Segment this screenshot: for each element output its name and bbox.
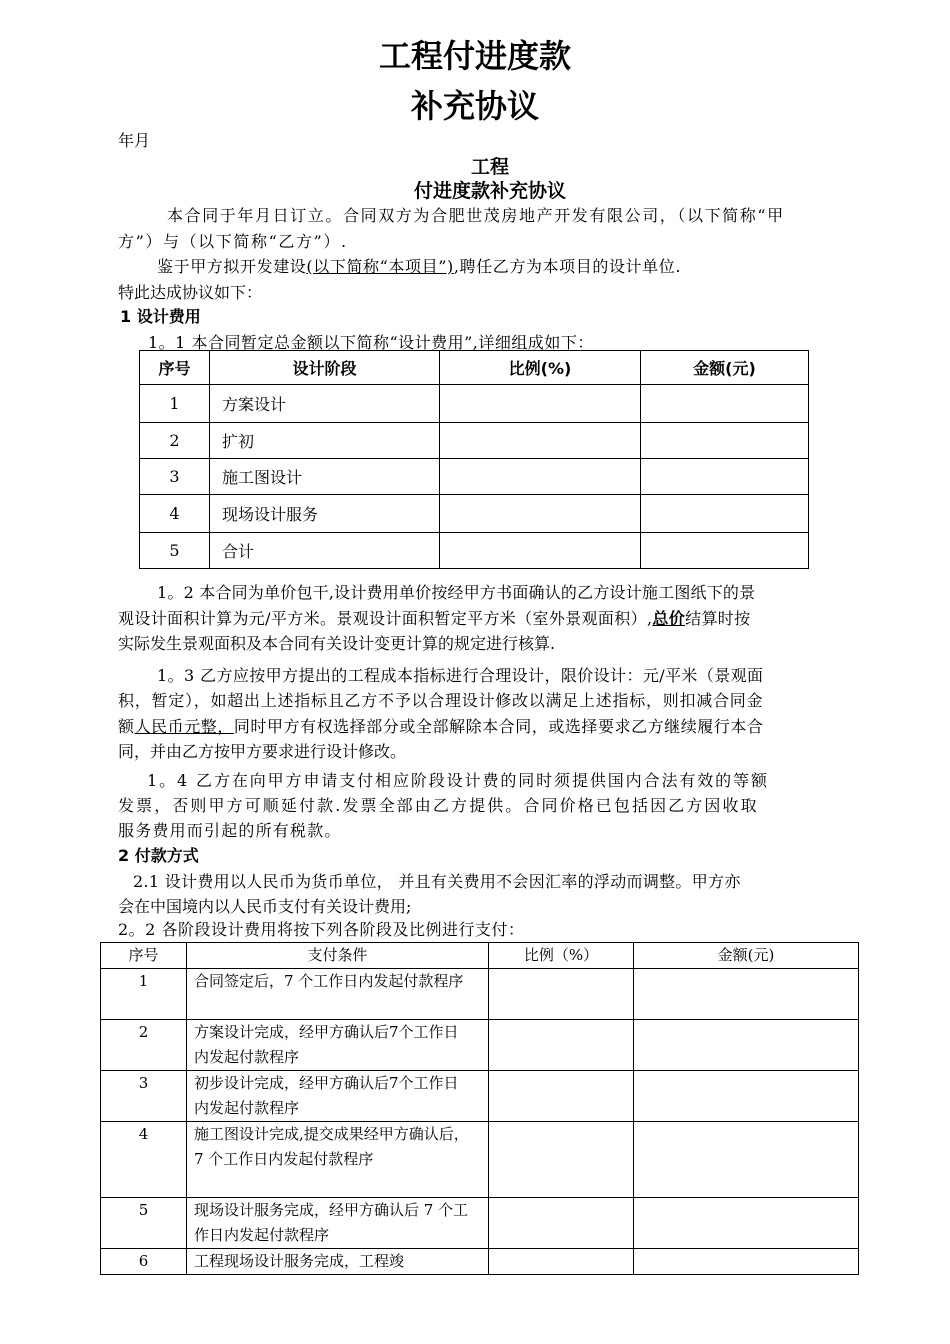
row-no: 5 — [101, 1198, 187, 1249]
payment-schedule-table — [100, 942, 859, 1275]
row-condition-text: 方案设计完成，经甲方确认后7个工作日内发起付款程序 — [194, 1023, 459, 1066]
clause-1-3-line3 — [118, 717, 763, 737]
row-condition-text: 初步设计完成，经甲方确认后7个工作日内发起付款程序 — [194, 1074, 459, 1117]
row-stage: 方案设计 — [210, 385, 440, 423]
row-amount-cell[interactable] — [641, 495, 809, 533]
intro-line2: 方”）与（以下简称“乙方”）. — [118, 232, 348, 251]
subtitle-line2: 付进度款补充协议 — [413, 180, 566, 202]
row-ratio-cell[interactable] — [489, 1020, 634, 1071]
row-no: 2 — [140, 423, 210, 459]
clause-1-2-text-rest: 结算时按 — [685, 609, 751, 628]
total-price-term: 总价 — [652, 609, 686, 628]
clause-1-4-line3: 服务费用而引起的所有税款。 — [118, 821, 342, 840]
row-ratio-cell[interactable] — [440, 385, 641, 423]
clause-1-3-text-rest: 同时甲方有权选择部分或全部解除本合同，或选择要求乙方继续履行本合 — [233, 717, 764, 736]
table-row — [101, 1071, 859, 1122]
col-header-no: 序号 — [101, 943, 187, 969]
row-stage: 合计 — [210, 533, 440, 569]
row-stage: 施工图设计 — [210, 459, 440, 495]
clause-1-4-line2: 发票，否则甲方可顺延付款.发票全部由乙方提供。合同价格已包括因乙方因收取 — [118, 796, 759, 815]
clause-1-3-line4: 同，并由乙方按甲方要求进行设计修改。 — [118, 742, 407, 761]
row-ratio-cell[interactable] — [489, 1198, 634, 1249]
row-ratio-cell[interactable] — [440, 495, 641, 533]
date-line: 年月 — [118, 131, 151, 150]
table-row — [140, 459, 809, 495]
intro-line1: 本合同于年月日订立。合同双方为合肥世茂房地产开发有限公司，（以下简称“甲 — [167, 206, 785, 225]
row-amount-cell[interactable] — [641, 423, 809, 459]
row-ratio-cell[interactable] — [489, 969, 634, 1020]
table-row — [101, 1249, 859, 1275]
row-ratio-cell[interactable] — [440, 459, 641, 495]
row-amount-cell[interactable] — [634, 969, 859, 1020]
table-row — [101, 1122, 859, 1198]
table-row — [140, 423, 809, 459]
row-no: 2 — [101, 1020, 187, 1071]
row-no: 3 — [140, 459, 210, 495]
table-row — [101, 1020, 859, 1071]
col-header-amount: 金额(元) — [641, 351, 809, 385]
row-no: 1 — [101, 969, 187, 1020]
clause-1-2-line2 — [118, 609, 751, 629]
intro-line3-rest: ,聘任乙方为本项目的设计单位. — [453, 257, 682, 276]
clause-2-2: 2。2 各阶段设计费用将按下列各阶段及比例进行支付： — [118, 920, 525, 939]
row-ratio-cell[interactable] — [489, 1122, 634, 1198]
row-amount-cell[interactable] — [634, 1020, 859, 1071]
row-no: 3 — [101, 1071, 187, 1122]
col-header-no: 序号 — [140, 351, 210, 385]
clause-1-2-line3: 实际发生景观面积及本合同有关设计变更计算的规定进行核算. — [118, 634, 556, 653]
section2-heading: 2 付款方式 — [118, 846, 199, 865]
col-header-ratio: 比例(%) — [440, 351, 641, 385]
col-header-stage: 设计阶段 — [210, 351, 440, 385]
row-condition — [187, 1122, 489, 1198]
row-stage: 扩初 — [210, 423, 440, 459]
row-condition-text: 合同签定后，7 个工作日内发起付款程序 — [194, 972, 464, 990]
row-condition-text: 现场设计服务完成，经甲方确认后 7 个工作日内发起付款程序 — [194, 1201, 469, 1244]
row-amount-cell[interactable] — [634, 1249, 859, 1275]
clause-1-3-line1: 1。3 乙方应按甲方提出的工程成本指标进行合理设计，限价设计：元/平米（景观面 — [157, 666, 764, 685]
project-label: 鉴于甲方拟开发建设 — [157, 257, 307, 276]
document-title-line2: 补充协议 — [410, 87, 539, 125]
row-ratio-cell[interactable] — [440, 533, 641, 569]
table-row — [101, 1198, 859, 1249]
row-condition — [187, 1071, 489, 1122]
row-no: 6 — [101, 1249, 187, 1275]
section1-heading: 1 设计费用 — [120, 307, 201, 326]
clause-1-4-line1: 1。4 乙方在向甲方申请支付相应阶段设计费的同时须提供国内合法有效的等额 — [147, 771, 769, 790]
clause-1-1: 1。1 本合同暂定总金额以下简称“设计费用”,详细组成如下： — [148, 333, 594, 352]
table-row — [140, 533, 809, 569]
clause-1-2-text: 观设计面积计算为元/平方米。景观设计面积暂定平方米（室外景观面积）, — [118, 609, 653, 628]
deduction-amount: 人民币元整， — [134, 717, 234, 736]
row-condition-text: 工程现场设计服务完成，工程竣 — [194, 1252, 405, 1270]
row-ratio-cell[interactable] — [489, 1071, 634, 1122]
col-header-ratio: 比例（%） — [489, 943, 634, 969]
row-amount-cell[interactable] — [641, 459, 809, 495]
row-no: 1 — [140, 385, 210, 423]
document-title-line1: 工程付进度款 — [378, 37, 571, 75]
row-condition-text: 施工图设计完成,提交成果经甲方确认后，7 个工作日内发起付款程序 — [194, 1125, 469, 1168]
table-row — [140, 385, 809, 423]
clause-2-1-line1: 2.1 设计费用以人民币为货币单位， 并且有关费用不会因汇率的浮动而调整。甲方亦 — [133, 872, 741, 891]
row-condition — [187, 1249, 489, 1275]
row-condition — [187, 969, 489, 1020]
col-header-amount: 金额(元) — [634, 943, 859, 969]
clause-1-3-line2: 积，暂定），如超出上述指标且乙方不予以合理设计修改以满足上述指标，则扣减合同金 — [118, 691, 764, 710]
row-amount-cell[interactable] — [641, 385, 809, 423]
table-row — [140, 495, 809, 533]
intro-line3 — [157, 257, 681, 277]
row-amount-cell[interactable] — [634, 1071, 859, 1122]
row-amount-cell[interactable] — [634, 1198, 859, 1249]
row-no: 4 — [140, 495, 210, 533]
intro-line4: 特此达成协议如下： — [118, 283, 263, 302]
row-ratio-cell[interactable] — [440, 423, 641, 459]
table-row — [101, 969, 859, 1020]
col-header-condition: 支付条件 — [187, 943, 489, 969]
row-no: 5 — [140, 533, 210, 569]
clause-1-3-text: 额 — [118, 717, 135, 736]
subtitle-line1: 工程 — [470, 156, 509, 178]
project-alias: (以下简称“本项目”) — [306, 257, 454, 276]
row-amount-cell[interactable] — [634, 1122, 859, 1198]
row-stage: 现场设计服务 — [210, 495, 440, 533]
row-no: 4 — [101, 1122, 187, 1198]
clause-2-1-line2: 会在中国境内以人民币支付有关设计费用; — [118, 897, 412, 916]
design-fee-table — [139, 350, 809, 569]
clause-1-2-line1: 1。2 本合同为单价包干,设计费用单价按经甲方书面确认的乙方设计施工图纸下的景 — [157, 583, 756, 602]
row-ratio-cell[interactable] — [489, 1249, 634, 1275]
row-condition — [187, 1198, 489, 1249]
row-condition — [187, 1020, 489, 1071]
row-amount-cell[interactable] — [641, 533, 809, 569]
